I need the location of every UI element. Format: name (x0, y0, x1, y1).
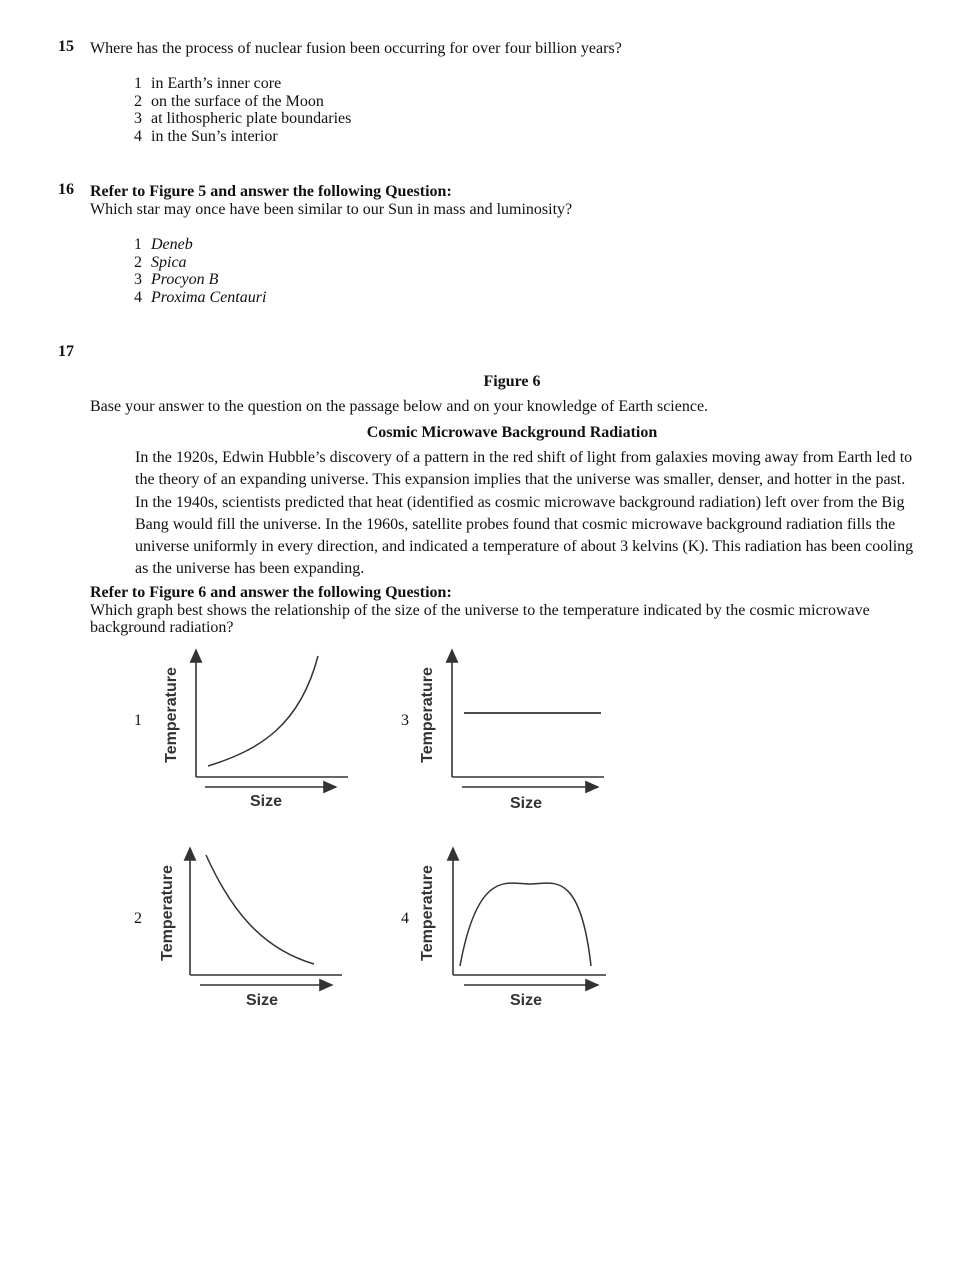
q17-intro: Base your answer to the question on the passage below and on your knowledge of Earth science. (90, 398, 709, 415)
graph-1 (150, 640, 365, 815)
q15-number: 15 (58, 38, 74, 55)
decreasing-curve (206, 855, 314, 964)
passage-title: Cosmic Microwave Background Radiation (366, 424, 658, 441)
y-axis-label: Temperature (419, 667, 436, 763)
y-axis-label: Temperature (419, 865, 436, 961)
passage-line: as the universe has been expanding. (135, 560, 365, 578)
q17-number: 17 (58, 343, 74, 360)
passage-line: In the 1920s, Edwin Hubble’s discovery of a pattern in the red shift of light from galaxies moving away from Earth led to (135, 449, 913, 466)
q16-lead: Refer to Figure 5 and answer the following Question: (90, 183, 452, 200)
q16-option-4[interactable]: 4 Proxima Centauri (134, 289, 267, 306)
q15-option-2[interactable]: 2 on the surface of the Moon (134, 93, 324, 110)
q16-number: 16 (58, 181, 74, 198)
x-axis-label: Size (245, 992, 279, 1009)
q15-option-3[interactable]: 3 at lithospheric plate boundaries (134, 110, 352, 127)
q15-question: Where has the process of nuclear fusion been occurring for over four billion years? (90, 40, 622, 57)
q17-lead: Refer to Figure 6 and answer the following Question: (90, 584, 452, 601)
passage-line: Bang would fill the universe. In the 1960s, satellite probes found that cosmic microwave background radiation fills the (135, 515, 896, 533)
figure-title: Figure 6 (483, 373, 541, 390)
x-axis-label: Size (249, 793, 283, 810)
x-axis-label: Size (509, 795, 543, 812)
graph-4 (418, 838, 618, 1013)
q16-question: Which star may once have been similar to our Sun in mass and luminosity? (90, 201, 573, 218)
x-axis-label: Size (509, 992, 543, 1009)
passage-line: the theory of an expanding universe. This expansion implies that the universe was smaller, denser, and hotter in the past. (135, 471, 906, 489)
q16-option-1[interactable]: 1 Deneb (134, 236, 193, 253)
graph-label-3[interactable]: 3 (401, 712, 409, 729)
graph-2 (150, 838, 365, 1013)
y-axis-label: Temperature (163, 667, 180, 763)
q15-option-1[interactable]: 1 in Earth’s inner core (134, 75, 282, 92)
q16-option-3[interactable]: 3 Procyon B (134, 271, 219, 288)
passage-line: universe uniformly in every direction, and indicated a temperature of about 3 kelvins (K). This radiation has been cooling (135, 538, 914, 556)
graph-label-2[interactable]: 2 (134, 910, 142, 927)
q17-question-line2: background radiation? (90, 619, 234, 636)
q17-question-line1: Which graph best shows the relationship of the size of the universe to the temperature indicated by the cosmic microwave (90, 602, 870, 619)
q15-option-4[interactable]: 4 in the Sun’s interior (134, 128, 278, 145)
passage-line: In the 1940s, scientists predicted that heat (identified as cosmic microwave background radiation) left over from the Big (135, 493, 905, 511)
arch-curve (460, 883, 591, 966)
passage (135, 447, 935, 581)
q16-option-2[interactable]: 2 Spica (134, 254, 187, 271)
y-axis-label: Temperature (159, 865, 176, 961)
graph-3 (418, 640, 618, 815)
graph-label-4[interactable]: 4 (401, 910, 409, 927)
increasing-curve (208, 656, 318, 766)
graph-label-1[interactable]: 1 (134, 712, 142, 729)
